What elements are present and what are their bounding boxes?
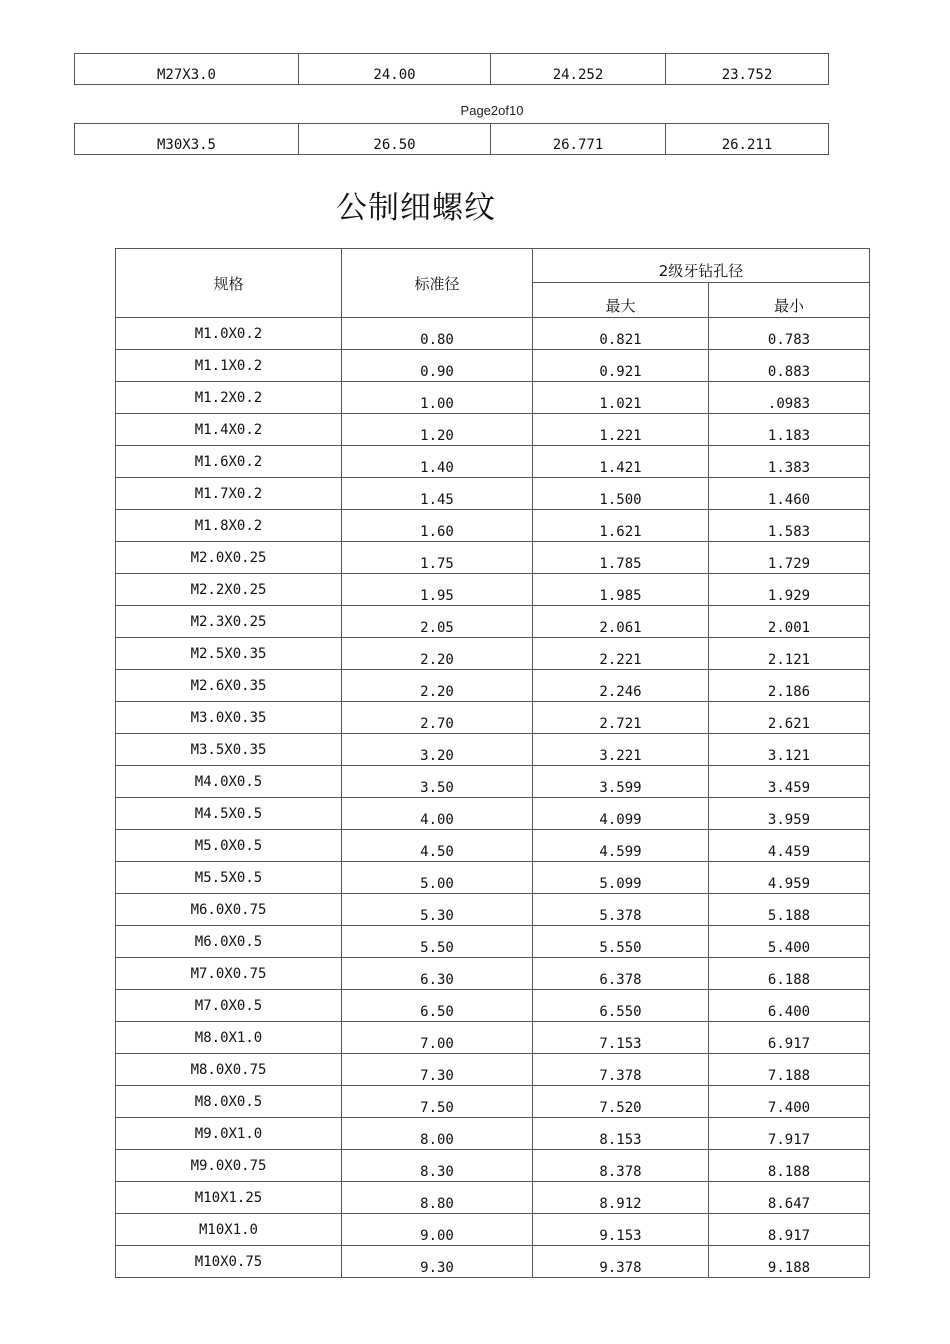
header-drill-group: 2级牙钻孔径: [533, 249, 870, 283]
cell-max: 1.621: [533, 510, 709, 542]
table-row: [116, 1022, 870, 1054]
cell-min: 9.188: [709, 1246, 870, 1278]
cell-min: 8.917: [709, 1214, 870, 1246]
cell-standard-diameter: 24.00: [299, 54, 491, 85]
cell-min: 1.383: [709, 446, 870, 478]
cell-max: 24.252: [491, 54, 666, 85]
cell-min: 8.647: [709, 1182, 870, 1214]
cell-size: M27X3.0: [75, 54, 299, 85]
cell-min: 1.729: [709, 542, 870, 574]
cell-max: 6.550: [533, 990, 709, 1022]
cell-max: 4.099: [533, 798, 709, 830]
cell-min: 5.400: [709, 926, 870, 958]
cell-size: M3.5X0.35: [116, 734, 342, 766]
table-row: [116, 382, 870, 414]
cell-standard-diameter: 2.70: [342, 702, 533, 734]
cell-standard-diameter: 6.50: [342, 990, 533, 1022]
cell-min: 1.460: [709, 478, 870, 510]
cell-size: M1.4X0.2: [116, 414, 342, 446]
cell-max: 1.785: [533, 542, 709, 574]
cell-size: M2.3X0.25: [116, 606, 342, 638]
table-row: [116, 350, 870, 382]
table-row: [116, 734, 870, 766]
cell-min: 8.188: [709, 1150, 870, 1182]
cell-max: 1.221: [533, 414, 709, 446]
cell-max: 2.061: [533, 606, 709, 638]
cell-size: M5.5X0.5: [116, 862, 342, 894]
cell-size: M30X3.5: [75, 124, 299, 155]
cell-standard-diameter: 1.45: [342, 478, 533, 510]
continued-table-top: [74, 53, 829, 85]
cell-max: 9.378: [533, 1246, 709, 1278]
table-row: [116, 862, 870, 894]
cell-min: 2.186: [709, 670, 870, 702]
cell-min: 3.959: [709, 798, 870, 830]
table-row: [116, 1214, 870, 1246]
table-row: [116, 702, 870, 734]
cell-min: 7.400: [709, 1086, 870, 1118]
cell-max: 8.153: [533, 1118, 709, 1150]
cell-max: 1.421: [533, 446, 709, 478]
cell-standard-diameter: 2.20: [342, 670, 533, 702]
cell-min: 6.917: [709, 1022, 870, 1054]
cell-size: M8.0X1.0: [116, 1022, 342, 1054]
cell-size: M8.0X0.5: [116, 1086, 342, 1118]
cell-min: 5.188: [709, 894, 870, 926]
table-row: [116, 414, 870, 446]
table-body: [116, 318, 870, 1278]
cell-standard-diameter: 1.95: [342, 574, 533, 606]
cell-size: M1.0X0.2: [116, 318, 342, 350]
cell-min: 23.752: [666, 54, 829, 85]
cell-max: 9.153: [533, 1214, 709, 1246]
cell-standard-diameter: 5.00: [342, 862, 533, 894]
cell-standard-diameter: 7.50: [342, 1086, 533, 1118]
cell-min: 2.121: [709, 638, 870, 670]
table-row: [116, 574, 870, 606]
cell-size: M4.5X0.5: [116, 798, 342, 830]
cell-size: M7.0X0.5: [116, 990, 342, 1022]
fine-thread-table: [115, 248, 870, 1278]
cell-size: M3.0X0.35: [116, 702, 342, 734]
cell-size: M6.0X0.5: [116, 926, 342, 958]
cell-size: M5.0X0.5: [116, 830, 342, 862]
cell-standard-diameter: 7.00: [342, 1022, 533, 1054]
cell-min: 4.959: [709, 862, 870, 894]
table-row: [116, 1246, 870, 1278]
cell-standard-diameter: 2.20: [342, 638, 533, 670]
cell-standard-diameter: 1.40: [342, 446, 533, 478]
cell-min: 7.917: [709, 1118, 870, 1150]
table-row: [116, 1118, 870, 1150]
cell-standard-diameter: 0.90: [342, 350, 533, 382]
cell-size: M8.0X0.75: [116, 1054, 342, 1086]
table-row: [116, 1054, 870, 1086]
cell-standard-diameter: 8.30: [342, 1150, 533, 1182]
cell-max: 2.221: [533, 638, 709, 670]
page-number-label: Page2of10: [460, 103, 524, 118]
cell-min: 3.459: [709, 766, 870, 798]
cell-min: 1.583: [709, 510, 870, 542]
cell-max: 8.378: [533, 1150, 709, 1182]
table-row: [116, 510, 870, 542]
cell-min: .0983: [709, 382, 870, 414]
cell-min: 1.183: [709, 414, 870, 446]
cell-min: 6.188: [709, 958, 870, 990]
cell-standard-diameter: 2.05: [342, 606, 533, 638]
table-row: [116, 990, 870, 1022]
table-row: [116, 446, 870, 478]
cell-max: 7.520: [533, 1086, 709, 1118]
cell-standard-diameter: 3.20: [342, 734, 533, 766]
cell-max: 5.099: [533, 862, 709, 894]
cell-size: M1.7X0.2: [116, 478, 342, 510]
cell-size: M4.0X0.5: [116, 766, 342, 798]
cell-size: M10X1.25: [116, 1182, 342, 1214]
cell-size: M2.2X0.25: [116, 574, 342, 606]
table-row: [116, 542, 870, 574]
cell-standard-diameter: 1.60: [342, 510, 533, 542]
cell-standard-diameter: 3.50: [342, 766, 533, 798]
cell-min: 4.459: [709, 830, 870, 862]
cell-size: M1.8X0.2: [116, 510, 342, 542]
cell-standard-diameter: 7.30: [342, 1054, 533, 1086]
cell-standard-diameter: 8.80: [342, 1182, 533, 1214]
cell-standard-diameter: 5.50: [342, 926, 533, 958]
header-size: 规格: [116, 249, 342, 318]
cell-max: 7.378: [533, 1054, 709, 1086]
header-max: 最大: [533, 283, 709, 318]
table-row: [116, 606, 870, 638]
cell-max: 5.550: [533, 926, 709, 958]
cell-max: 0.921: [533, 350, 709, 382]
cell-standard-diameter: 1.75: [342, 542, 533, 574]
cell-standard-diameter: 0.80: [342, 318, 533, 350]
cell-max: 6.378: [533, 958, 709, 990]
cell-max: 1.985: [533, 574, 709, 606]
cell-min: 2.621: [709, 702, 870, 734]
cell-size: M1.1X0.2: [116, 350, 342, 382]
table-row: [75, 54, 829, 85]
cell-standard-diameter: 9.30: [342, 1246, 533, 1278]
cell-size: M1.2X0.2: [116, 382, 342, 414]
cell-min: 0.883: [709, 350, 870, 382]
cell-size: M9.0X1.0: [116, 1118, 342, 1150]
cell-max: 0.821: [533, 318, 709, 350]
table-row: [116, 798, 870, 830]
cell-size: M7.0X0.75: [116, 958, 342, 990]
cell-max: 8.912: [533, 1182, 709, 1214]
header-standard-diameter: 标准径: [342, 249, 533, 318]
table-row: [75, 124, 829, 155]
table-row: [116, 766, 870, 798]
cell-min: 2.001: [709, 606, 870, 638]
table-header: [116, 249, 870, 318]
cell-standard-diameter: 26.50: [299, 124, 491, 155]
cell-standard-diameter: 9.00: [342, 1214, 533, 1246]
cell-max: 5.378: [533, 894, 709, 926]
cell-max: 1.500: [533, 478, 709, 510]
table-row: [116, 1086, 870, 1118]
cell-min: 1.929: [709, 574, 870, 606]
cell-max: 7.153: [533, 1022, 709, 1054]
cell-max: 3.221: [533, 734, 709, 766]
cell-standard-diameter: 6.30: [342, 958, 533, 990]
cell-size: M10X0.75: [116, 1246, 342, 1278]
cell-size: M2.6X0.35: [116, 670, 342, 702]
cell-standard-diameter: 5.30: [342, 894, 533, 926]
cell-standard-diameter: 1.20: [342, 414, 533, 446]
cell-max: 4.599: [533, 830, 709, 862]
cell-min: 0.783: [709, 318, 870, 350]
continued-table-bottom: [74, 123, 829, 155]
cell-standard-diameter: 4.50: [342, 830, 533, 862]
cell-standard-diameter: 1.00: [342, 382, 533, 414]
cell-min: 3.121: [709, 734, 870, 766]
cell-max: 3.599: [533, 766, 709, 798]
table-row: [116, 1150, 870, 1182]
table-row: [116, 638, 870, 670]
cell-min: 7.188: [709, 1054, 870, 1086]
cell-size: M9.0X0.75: [116, 1150, 342, 1182]
table-row: [116, 894, 870, 926]
table-row: [116, 830, 870, 862]
cell-min: 26.211: [666, 124, 829, 155]
cell-size: M1.6X0.2: [116, 446, 342, 478]
cell-size: M2.5X0.35: [116, 638, 342, 670]
table-row: [116, 926, 870, 958]
cell-max: 26.771: [491, 124, 666, 155]
cell-size: M6.0X0.75: [116, 894, 342, 926]
cell-size: M2.0X0.25: [116, 542, 342, 574]
section-title: 公制细螺纹: [336, 190, 496, 226]
table-row: [116, 670, 870, 702]
cell-max: 2.721: [533, 702, 709, 734]
table-row: [116, 958, 870, 990]
header-min: 最小: [709, 283, 870, 318]
cell-standard-diameter: 4.00: [342, 798, 533, 830]
cell-max: 2.246: [533, 670, 709, 702]
table-row: [116, 1182, 870, 1214]
cell-min: 6.400: [709, 990, 870, 1022]
cell-max: 1.021: [533, 382, 709, 414]
table-row: [116, 478, 870, 510]
cell-standard-diameter: 8.00: [342, 1118, 533, 1150]
cell-size: M10X1.0: [116, 1214, 342, 1246]
table-row: [116, 318, 870, 350]
